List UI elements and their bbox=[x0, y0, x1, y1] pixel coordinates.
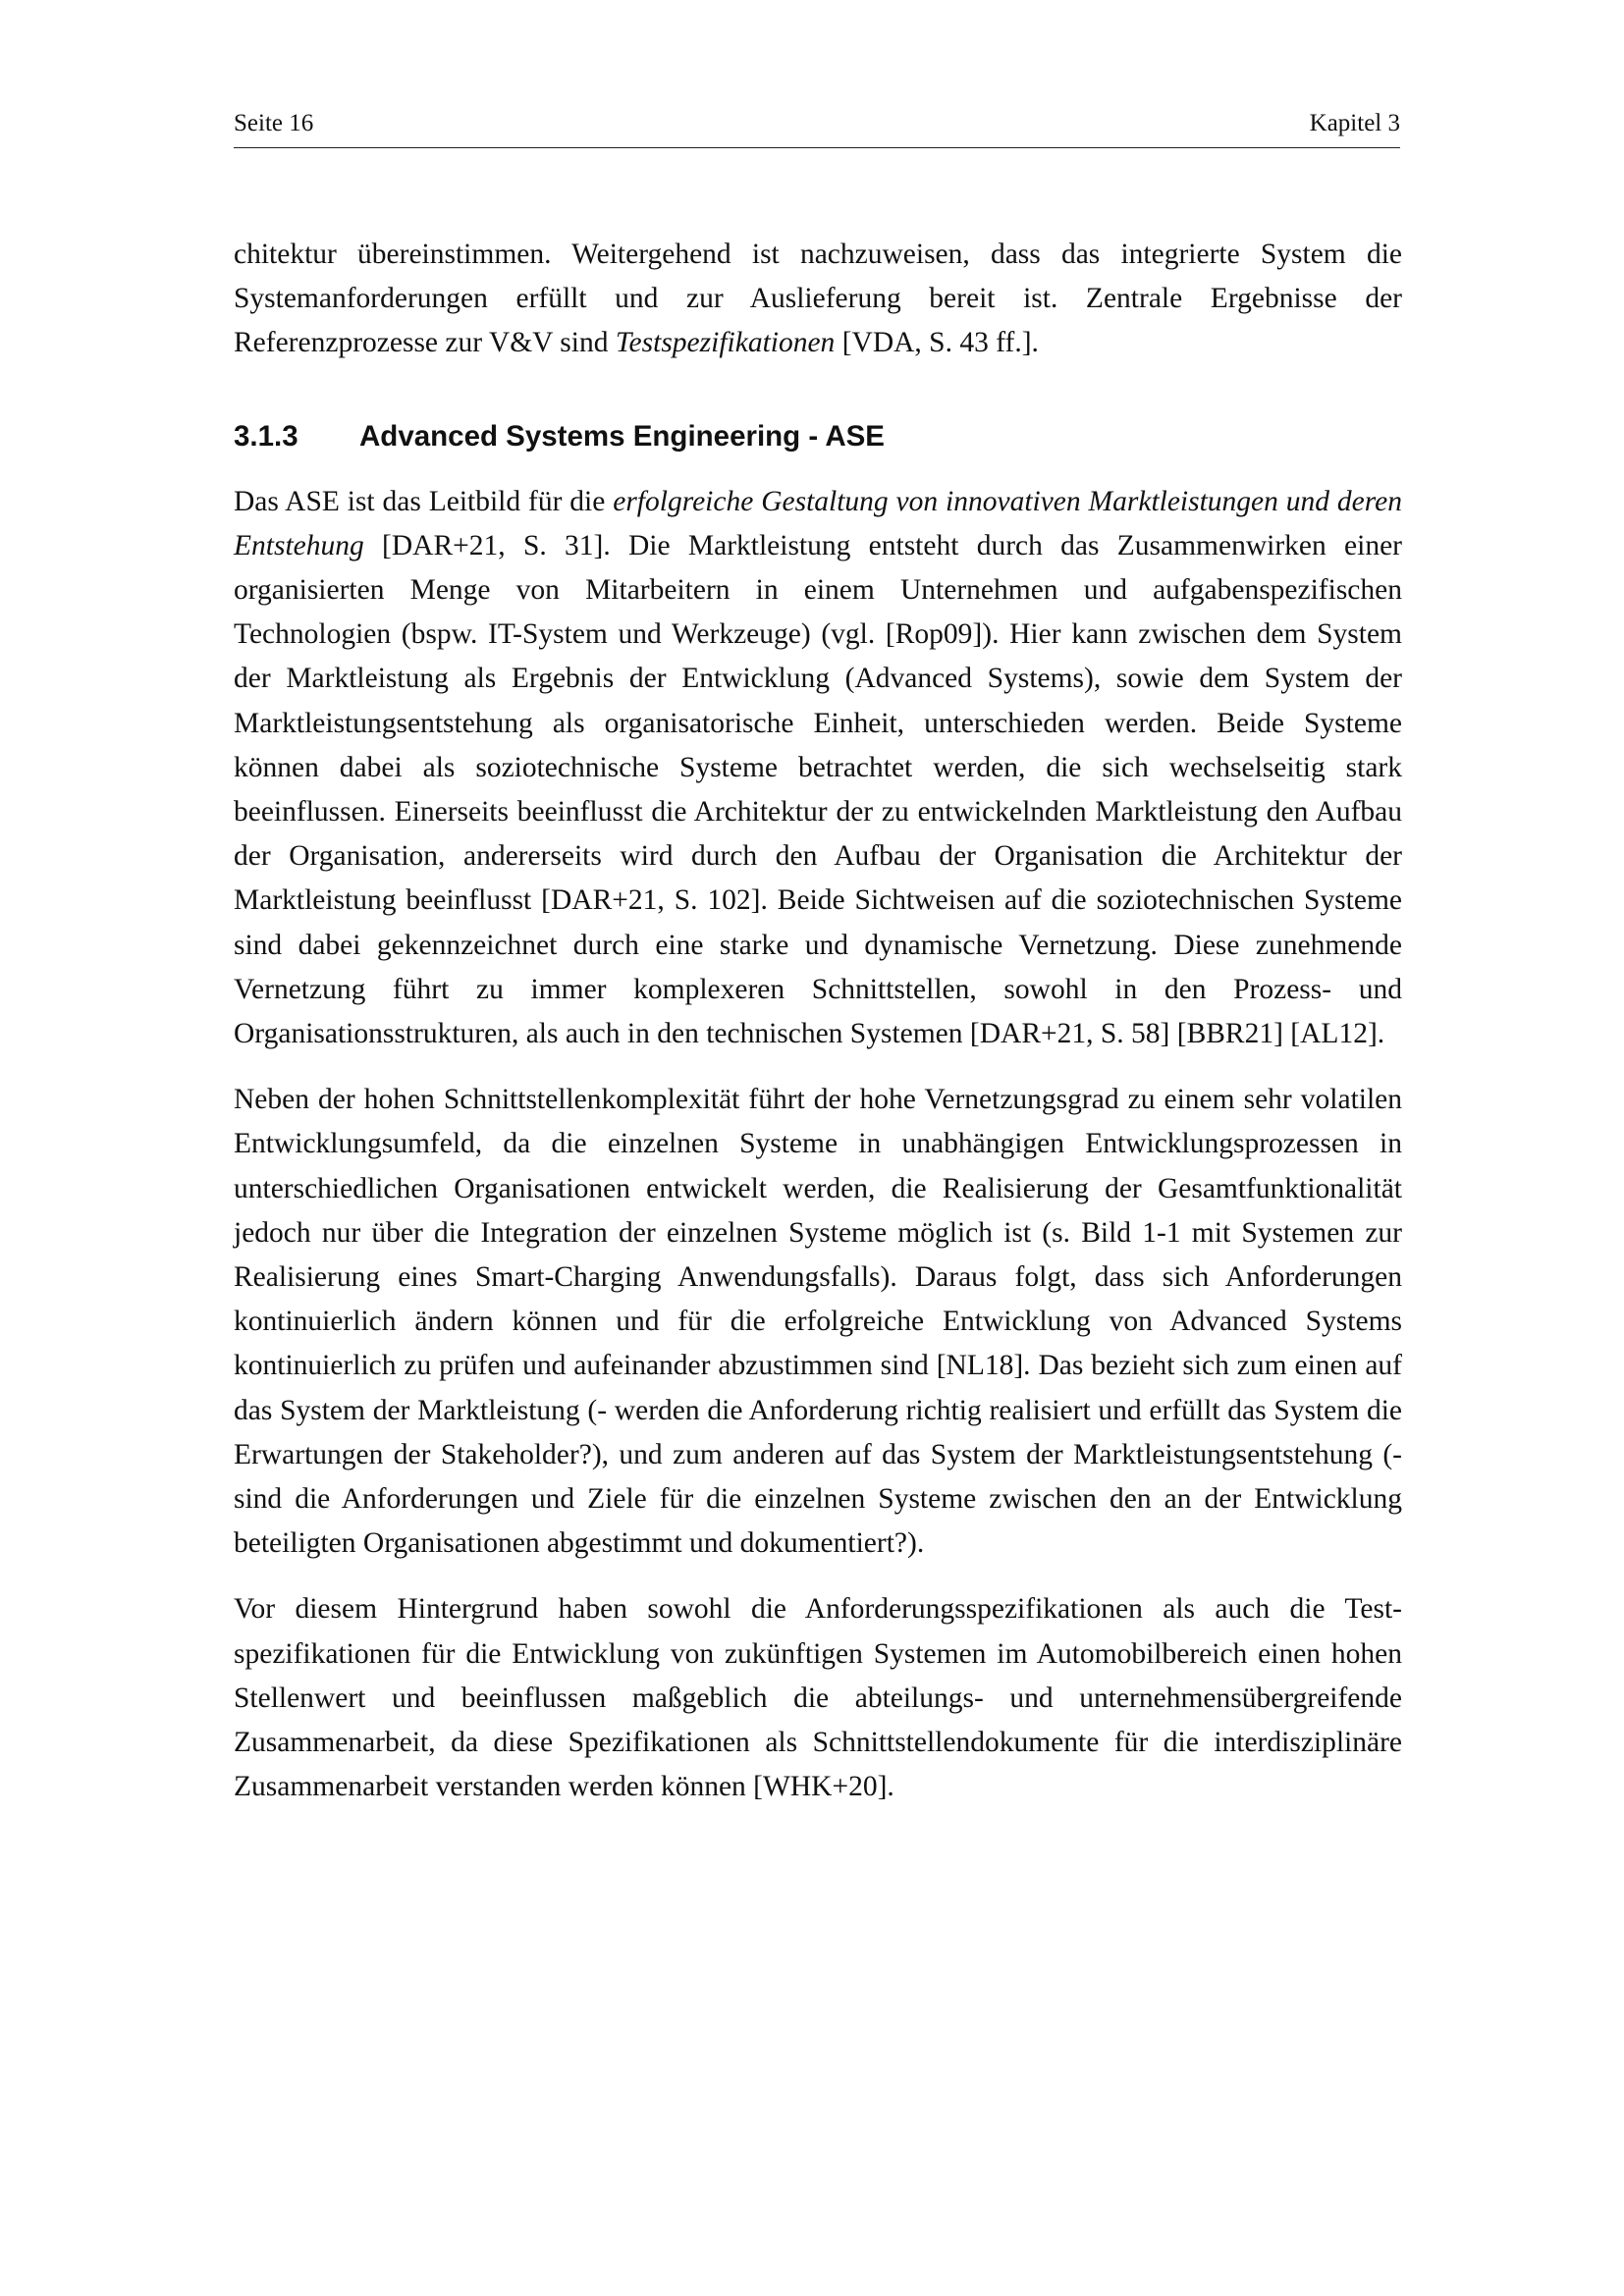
section-heading bbox=[234, 417, 1402, 456]
paragraph-1 bbox=[234, 480, 1402, 1057]
intro-text-start: chitektur übereinstimmen. Weitergehend ist nachzuweisen, dass das integrierte System die Systemanforderungen erfüllt und zur Auslieferung bereit ist. Zentrale Ergebnisse der Referenzprozesse zur V&V sind bbox=[234, 239, 1402, 359]
paragraph-2: Neben der hohen Schnittstellenkomplexität führt der hohe Vernetzungsgrad zu einem sehr volatilen Entwicklungsumfeld, da die einzelnen Systeme in unabhängigen Entwicklungsprozessen in unterschiedlichen Organisationen entwickelt werden, die Realisierung der Gesamtfunktionalität jedoch nur über die Integration der einzelnen Systeme möglich ist (s. Bild 1-1 mit Systemen zur Realisierung eines Smart-Charging Anwendungsfalls). Daraus folgt, dass sich Anforderungen kontinuierlich ändern können und für die erfolgreiche Entwicklung von Advanced Systems kontinuierlich zu prüfen und aufeinander abzustimmen sind [NL18]. Das bezieht sich zum einen auf das System der Marktleistung (- werden die Anforderung richtig realisiert und erfüllt das System die Erwartungen der Stakeholder?), und zum anderen auf das System der Marktleistungsentstehung (- sind die Anforderungen und Ziele für die einzelnen Systeme zwischen den an der Entwicklung beteiligten Organisationen abgestimmt und dokumentiert?). bbox=[234, 1084, 1402, 1560]
intro-emphasis: Testspezifikationen bbox=[615, 327, 836, 359]
intro-text-end: [VDA, S. 43 ff.]. bbox=[835, 327, 1039, 359]
paragraph-1-start: Das ASE ist das Leitbild für die bbox=[234, 485, 614, 517]
paragraph-3: Vor diesem Hintergrund haben sowohl die Anforderungsspezifikationen als auch die Testspezifikationen für die Entwicklung von zukünftigen Systemen im Automobilbereich einen hohen Stellenwert und beeinflussen maßgeblich die abteilungs- und unternehmensübergreifende Zusammenarbeit, da diese Spezifikationen als Schnittstellendokumente für die interdisziplinäre Zusammenarbeit verstanden werden können [WHK+20]. bbox=[234, 1593, 1402, 1803]
page-number: Seite 16 bbox=[234, 110, 314, 136]
chapter-label: Kapitel 3 bbox=[1309, 110, 1400, 136]
section-number: 3.1.3 bbox=[234, 419, 298, 453]
paragraph-1-emphasis: erfolgreiche Gestaltung von innovativen Marktleistungen und deren Entstehung bbox=[234, 485, 1402, 561]
section-title: Advanced Systems Engineering - ASE bbox=[359, 419, 885, 453]
page-body bbox=[234, 233, 1402, 1810]
paragraph-1-rest: [DAR+21, S. 31]. Die Marktleistung entsteht durch das Zusammenwirken einer organisierten Menge von Mitarbeitern in einem Unternehmen und aufgabenspezifischen Technologien (bspw. IT-System und Werkzeuge) (vgl. [Rop09]). Hier kann zwischen dem System der Marktleistung als Ergebnis der Entwicklung (Advanced Systems), sowie dem System der Marktleistungsentstehung als organisatorische Einheit, unterschieden werden. Beide Systeme können dabei als soziotechnische Systeme betrachtet werden, die sich wechselseitig stark beeinflussen. Einerseits beeinflusst die Architektur der zu entwickelnden Marktleistung den Aufbau der Organisation, andererseits wird durch den Aufbau der Organisation die Architektur der Marktleistung beeinflusst [DAR+21, S. 102]. Beide Sichtweisen auf die soziotechnischen Systeme sind dabei gekennzeichnet durch eine starke und dynamische Vernetzung. Diese zunehmende Vernetzung führt zu immer komplexeren Schnittstellen, sowohl in den Prozess- und Organisationsstrukturen, als auch in den technischen Systemen [DAR+21, S. 58] [BBR21] [AL12]. bbox=[234, 529, 1402, 1050]
intro-paragraph bbox=[234, 233, 1402, 366]
running-header bbox=[234, 110, 1400, 148]
